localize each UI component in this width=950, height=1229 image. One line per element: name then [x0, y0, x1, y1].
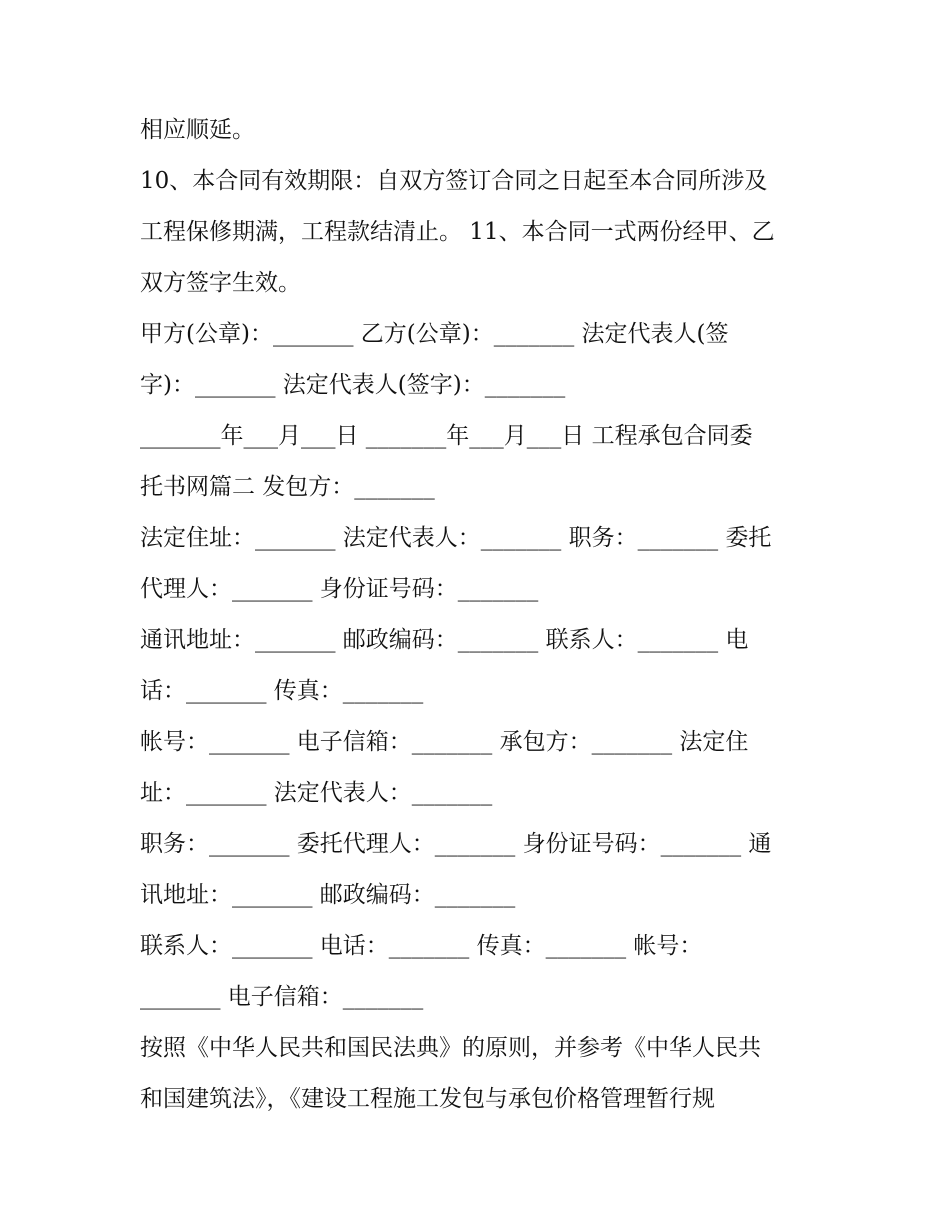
text-line: 职务：_______ 委托代理人：_______ 身份证号码：_______ 通 — [140, 831, 772, 857]
text-line: 通讯地址：_______ 邮政编码：_______ 联系人：_______ 电 — [140, 627, 749, 653]
text-line: 法定住址：_______ 法定代表人：_______ 职务：_______ 委托 — [140, 525, 772, 551]
text-line: 托书网篇二 发包方：_______ — [140, 474, 435, 500]
text-line: 和国建筑法》，《建设工程施工发包与承包价格管理暂行规 — [140, 1086, 715, 1112]
text-line: _______ 电子信箱：_______ — [140, 984, 424, 1010]
text-line: 话：_______ 传真：_______ — [140, 678, 424, 704]
text-line: 字)：_______ 法定代表人(签字)：_______ — [140, 372, 566, 398]
text-line: 甲方(公章)：_______ 乙方(公章)：_______ 法定代表人(签 — [140, 321, 729, 347]
text-line: 址：_______ 法定代表人：_______ — [140, 780, 493, 806]
text-line: 联系人：_______ 电话：_______ 传真：_______ 帐号： — [140, 933, 703, 959]
text-line: 代理人：_______ 身份证号码：_______ — [140, 576, 539, 602]
text-line: 讯地址：_______ 邮政编码：_______ — [140, 882, 516, 908]
text-line: 按照《中华人民共和国民法典》的原则，并参考《中华人民共 — [140, 1035, 761, 1061]
text-line: 10、本合同有效期限：自双方签订合同之日起至本合同所涉及 — [140, 168, 768, 194]
text-line: 相应顺延。 — [140, 117, 255, 143]
text-line: _______年___月___日 _______年___月___日 工程承包合同委 — [140, 423, 753, 449]
text-line: 工程保修期满，工程款结清止。 11、本合同一式两份经甲、乙 — [140, 219, 775, 245]
text-line: 帐号：_______ 电子信箱：_______ 承包方：_______ 法定住 — [140, 729, 749, 755]
text-line: 双方签字生效。 — [140, 270, 301, 296]
